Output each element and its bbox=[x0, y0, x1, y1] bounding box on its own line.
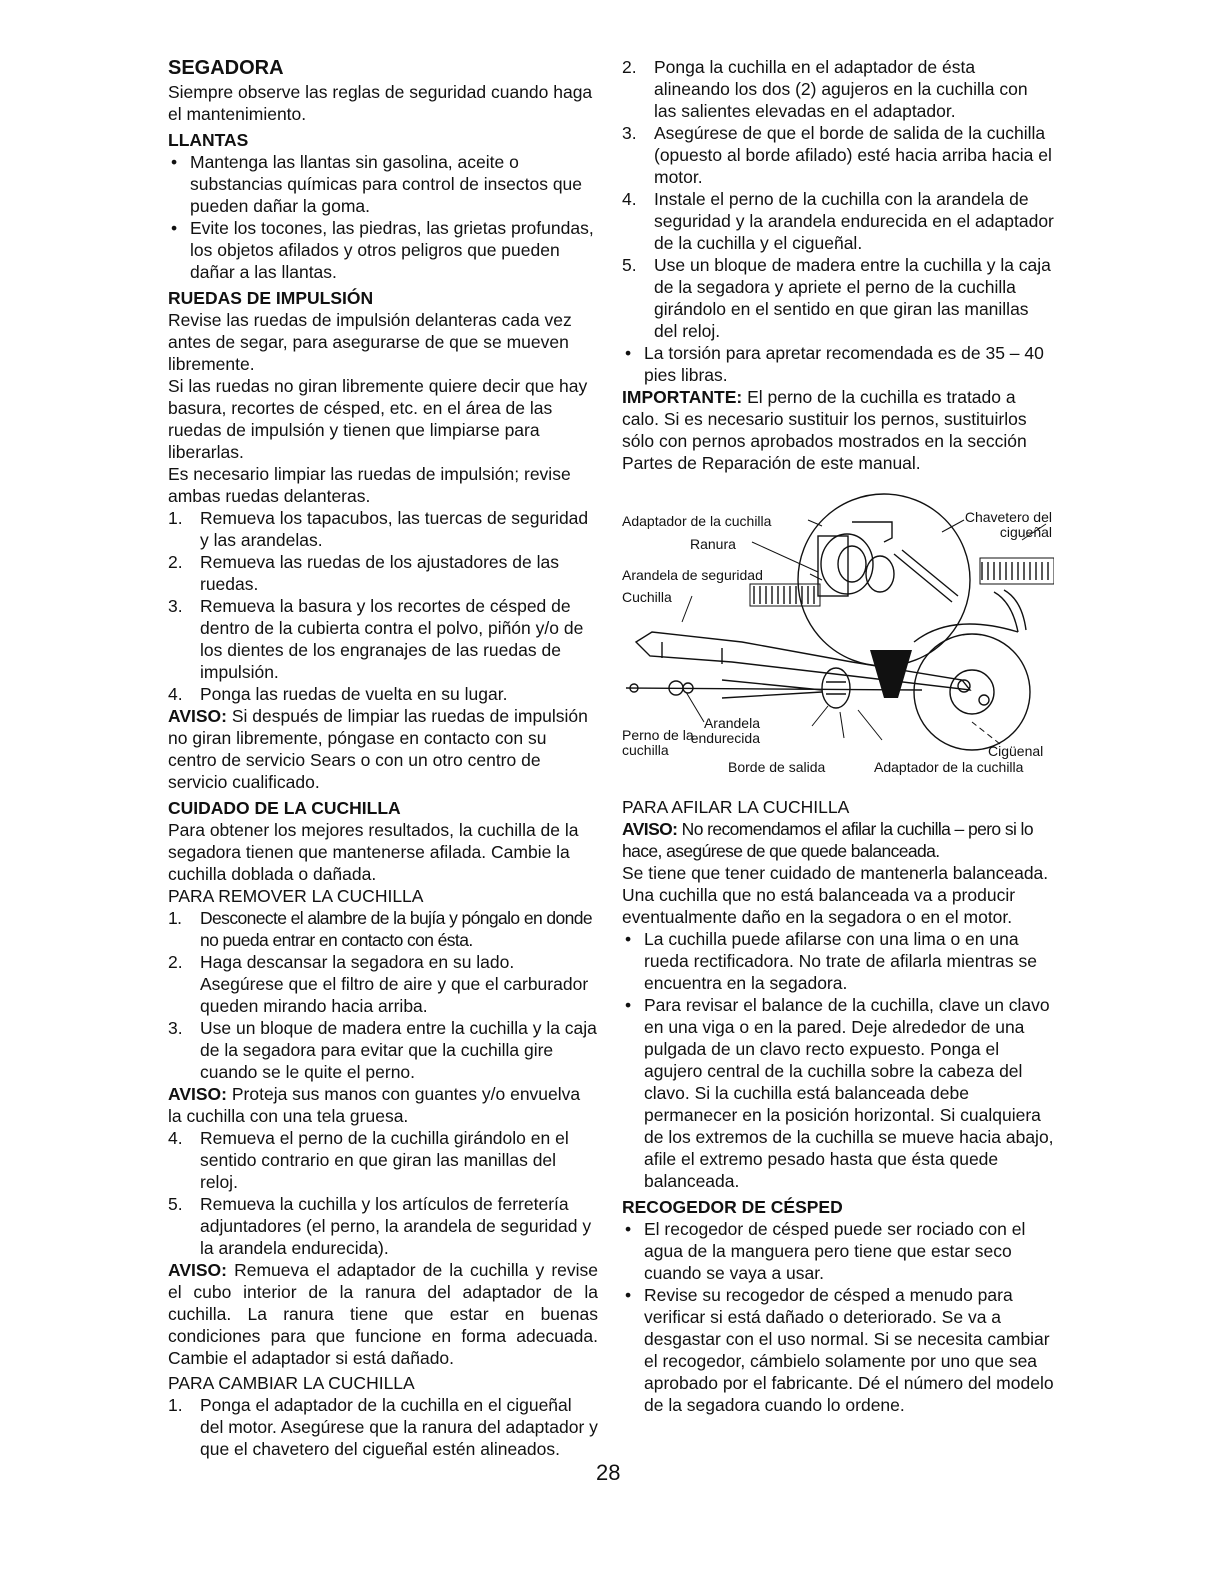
paragraph: Se tiene que tener cuidado de mantenerla balanceada. Una cuchilla que no está balanceada va a producir eventualmente daño en la segadora o en el motor. bbox=[622, 863, 1049, 927]
label-blade: Cuchilla bbox=[622, 589, 672, 605]
tires-heading: LLANTAS bbox=[168, 130, 249, 150]
step-item: 5. Use un bloque de madera entre la cuchilla y la caja de la segadora y apriete el perno de la cuchilla girándolo en el sentido en que giran las manillas del reloj. bbox=[622, 255, 1051, 341]
drive-wheels-heading: RUEDAS DE IMPULSIÓN bbox=[168, 288, 374, 308]
notice: AVISO: No recomendamos el afilar la cuchilla – pero si lo hace, asegúrese de que quede balanceada. bbox=[622, 819, 1033, 861]
list-item: • Evite los tocones, las piedras, las grietas profundas, los objetos afilados y otros peligros que pueden dañar a las llantas. bbox=[171, 218, 594, 282]
list-item: • La torsión para apretar recomendada es de 35 – 40 pies libras. bbox=[625, 343, 1044, 385]
label-lock-washer: Arandela de seguridad bbox=[622, 567, 763, 583]
list-item: • El recogedor de césped puede ser rociado con el agua de la manguera pero tiene que estar seco cuando se vaya a usar. bbox=[625, 1219, 1026, 1283]
notice: AVISO: Remueva el adaptador de la cuchilla y revise el cubo interior de la ranura del adaptador de la cuchilla. La ranura tiene que estar en buenas condiciones para que funcione en forma adecuada. Cambie el adaptador si está dañado. bbox=[168, 1260, 598, 1368]
blade-care-heading: CUIDADO DE LA CUCHILLA bbox=[168, 798, 401, 818]
sharpen-heading: PARA AFILAR LA CUCHILLA bbox=[622, 797, 850, 817]
label-blade-adapter-top: Adaptador de la cuchilla bbox=[622, 513, 772, 529]
right-column bbox=[622, 56, 1054, 1416]
notice: AVISO: Proteja sus manos con guantes y/o envuelva la cuchilla con una tela gruesa. bbox=[168, 1084, 581, 1126]
grass-catcher-heading: RECOGEDOR DE CÉSPED bbox=[622, 1197, 843, 1217]
step-item: 4. Instale el perno de la cuchilla con la arandela de seguridad y la arandela endurecida en el adaptador de la cuchilla y el cigueñal. bbox=[622, 189, 1054, 253]
section-title: SEGADORA bbox=[168, 57, 284, 79]
step-item: 2. Ponga la cuchilla en el adaptador de ésta alineando los dos (2) agujeros en la cuchilla con las salientes elevadas en el adaptador. bbox=[622, 57, 1028, 121]
page-number: 28 bbox=[596, 1460, 621, 1485]
list-item: • Revise su recogedor de césped a menudo para verificar si está dañado o deteriorado. Se va a desgastar con el uso normal. Si se necesita cambiar el recogedor, cámbielo solamente por uno que sea aprobado por el fabricante. Dé el número del modelo de la segadora cuando lo ordene. bbox=[625, 1285, 1054, 1415]
step-item: 2. Haga descansar la segadora en su lado. Asegúrese que el filtro de aire y que el carburador queden mirando hacia arriba. bbox=[168, 952, 589, 1016]
label-crankshaft-key: Chavetero del cigueñal bbox=[964, 509, 1052, 540]
list-item: • La cuchilla puede afilarse con una lima o en una rueda rectificadora. No trate de afilarla mientras se encuentra en la segadora. bbox=[625, 929, 1037, 993]
label-crankshaft: Cigüenal bbox=[988, 743, 1044, 759]
step-item: 3. Remueva la basura y los recortes de césped de dentro de la cubierta contra el polvo, piñón y/o de los dientes de los engranajes de las ruedas de impulsión. bbox=[168, 596, 584, 682]
step-item: 4. Remueva el perno de la cuchilla girándolo en el sentido contrario en que giran las manillas del reloj. bbox=[168, 1128, 569, 1192]
step-item: 5. Remueva la cuchilla y los artículos de ferretería adjuntadores (el perno, la arandela de seguridad y la arandela endurecida). bbox=[168, 1194, 592, 1258]
label-blade-adapter-bottom: Adaptador de la cuchilla bbox=[874, 759, 1024, 775]
paragraph: Para obtener los mejores resultados, la cuchilla de la segadora tienen que mantenerse afilada. Cambie la cuchilla doblada o dañada. bbox=[168, 820, 579, 884]
change-blade-heading: PARA CAMBIAR LA CUCHILLA bbox=[168, 1373, 415, 1393]
remove-blade-heading: PARA REMOVER LA CUCHILLA bbox=[168, 886, 424, 906]
label-bolt: Perno de la cuchilla bbox=[622, 727, 694, 758]
blade-assembly-diagram bbox=[622, 492, 1054, 784]
step-item: 1. Desconecte el alambre de la bujía y póngalo en donde no pueda entrar en contacto con ésta. bbox=[168, 908, 593, 950]
magnifier-funnel bbox=[870, 650, 912, 698]
left-column bbox=[168, 56, 598, 1460]
list-item: • Mantenga las llantas sin gasolina, aceite o substancias químicas para control de insectos que pueden dañar la goma. bbox=[171, 152, 583, 216]
label-slot: Ranura bbox=[690, 536, 736, 552]
step-item: 3. Asegúrese de que el borde de salida de la cuchilla (opuesto al borde afilado) esté hacia arriba hacia el motor. bbox=[622, 123, 1052, 187]
intro-text: Siempre observe las reglas de seguridad cuando haga el mantenimiento. bbox=[168, 82, 593, 124]
step-item: 1. Ponga el adaptador de la cuchilla en el cigueñal del motor. Asegúrese que la ranura del adaptador y que el chavetero del cigueñal estén alineados. bbox=[168, 1395, 598, 1459]
step-item: 3. Use un bloque de madera entre la cuchilla y la caja de la segadora para evitar que la cuchilla gire cuando se le quite el perno. bbox=[168, 1018, 597, 1082]
paragraph: Si las ruedas no giran libremente quiere decir que hay basura, recortes de césped, etc. en el área de las ruedas de impulsión y tienen que limpiarse para liberarlas. bbox=[168, 376, 588, 462]
notice: AVISO: Si después de limpiar las ruedas de impulsión no giran libremente, póngase en contacto con su centro de servicio Sears o con un otro centro de servicio cualificado. bbox=[168, 706, 588, 792]
step-item: 1. Remueva los tapacubos, las tuercas de seguridad y las arandelas. bbox=[168, 508, 589, 550]
label-trailing-edge: Borde de salida bbox=[728, 759, 826, 775]
paragraph: Revise las ruedas de impulsión delanteras cada vez antes de segar, para asegurarse de que se mueven libremente. bbox=[168, 310, 572, 374]
detail-magnifier-circle bbox=[798, 494, 970, 666]
step-item: 2. Remueva las ruedas de los ajustadores de las ruedas. bbox=[168, 552, 559, 594]
label-hardened-washer: Arandela endurecida bbox=[690, 715, 760, 746]
step-item: 4. Ponga las ruedas de vuelta en su lugar. bbox=[168, 684, 508, 704]
list-item: • Para revisar el balance de la cuchilla, clave un clavo en una viga o en la pared. Deje alrededor de una pulgada de un clavo recto expuesto. Ponga el agujero central de la cuchilla sobre la cabeza del clavo. Si la cuchilla está balanceada debe permanecer en la posición horizontal. Si cualquiera de los extremos de la cuchilla se mueve hacia abajo, afile el extremo pesado hasta que ésta quede balanceada. bbox=[625, 995, 1054, 1191]
paragraph: Es necesario limpiar las ruedas de impulsión; revise ambas ruedas delanteras. bbox=[168, 464, 571, 506]
important-note: IMPORTANTE: El perno de la cuchilla es tratado a calo. Si es necesario sustituir los pernos, sustituirlos sólo con pernos aprobados mostrados en la sección Partes de Reparación de este manual. bbox=[622, 387, 1027, 473]
